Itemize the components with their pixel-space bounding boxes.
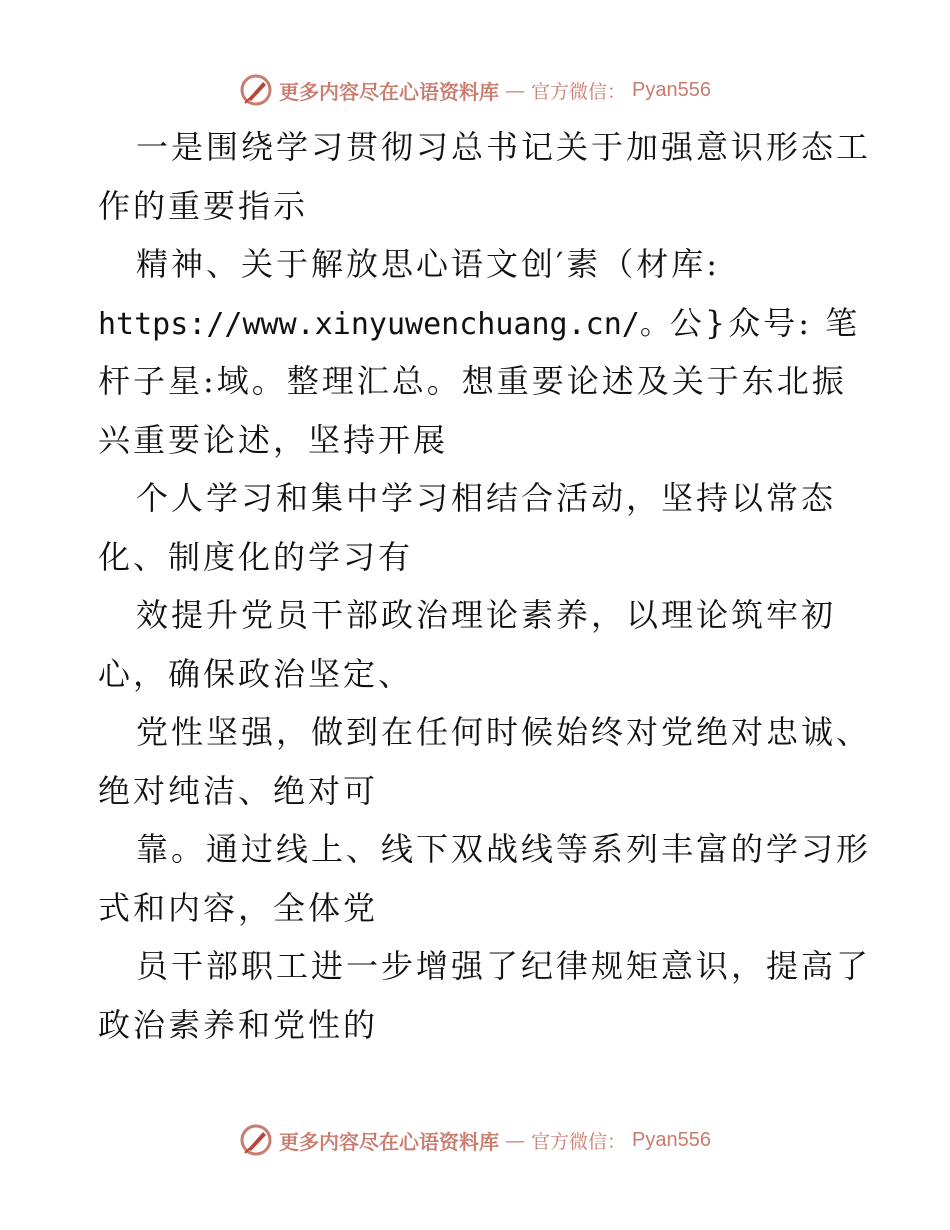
text-line: 式和内容，全体党 (98, 888, 379, 927)
text-line-tail: 公}众号: 笔 (669, 303, 861, 342)
quill-pen-circle-icon (239, 1123, 273, 1157)
watermark-wechat-id: Pyan556 (632, 78, 711, 101)
watermark-separator: — (505, 1128, 525, 1152)
text-line: 心，确保政治坚定、 (98, 654, 414, 693)
watermark-main-text: 更多内容尽在心语资料库 (279, 79, 499, 104)
text-line: 杆子星:域。整理汇总。想重要论述及关于东北振 (98, 362, 847, 400)
text-line: 靠。通过线上、线下双战线等系列丰富的学习形 (136, 830, 872, 868)
text-line: 作的重要指示 (98, 186, 309, 225)
text-line: 绝对纯洁、绝对可 (98, 771, 379, 810)
text-line: 员干部职工进一步增强了纪律规矩意识，提高了 (136, 947, 872, 985)
text-line: 党性坚强，做到在任何时候始终对党绝对忠诚、 (136, 713, 872, 751)
watermark-wechat-id: Pyan556 (632, 1128, 711, 1151)
text-line: 化、制度化的学习有 (98, 537, 414, 576)
text-line: 兴重要论述，坚持开展 (98, 420, 449, 459)
footer-watermark (0, 1120, 950, 1160)
watermark-main-text: 更多内容尽在心语资料库 (279, 1129, 499, 1154)
watermark-separator: — (505, 78, 525, 102)
text-line: 一是围绕学习贯彻习总书记关于加强意识形态工 (136, 128, 872, 166)
text-line-url (98, 294, 878, 353)
url-text: https://www.xinyuwenchuang.cn/。 (98, 306, 670, 342)
document-body (98, 118, 878, 1054)
text-line: 效提升党员干部政治理论素养，以理论筑牢初 (136, 596, 837, 634)
watermark-label: 官方微信： (531, 80, 627, 103)
text-line: 精神、关于解放思心语文创′素（材库: (136, 245, 721, 283)
text-line: 政治素养和党性的 (98, 1005, 379, 1044)
header-watermark (0, 70, 950, 110)
quill-pen-circle-icon (239, 73, 273, 107)
text-line: 个人学习和集中学习相结合活动，坚持以常态 (136, 479, 837, 517)
watermark-label: 官方微信： (531, 1130, 627, 1153)
